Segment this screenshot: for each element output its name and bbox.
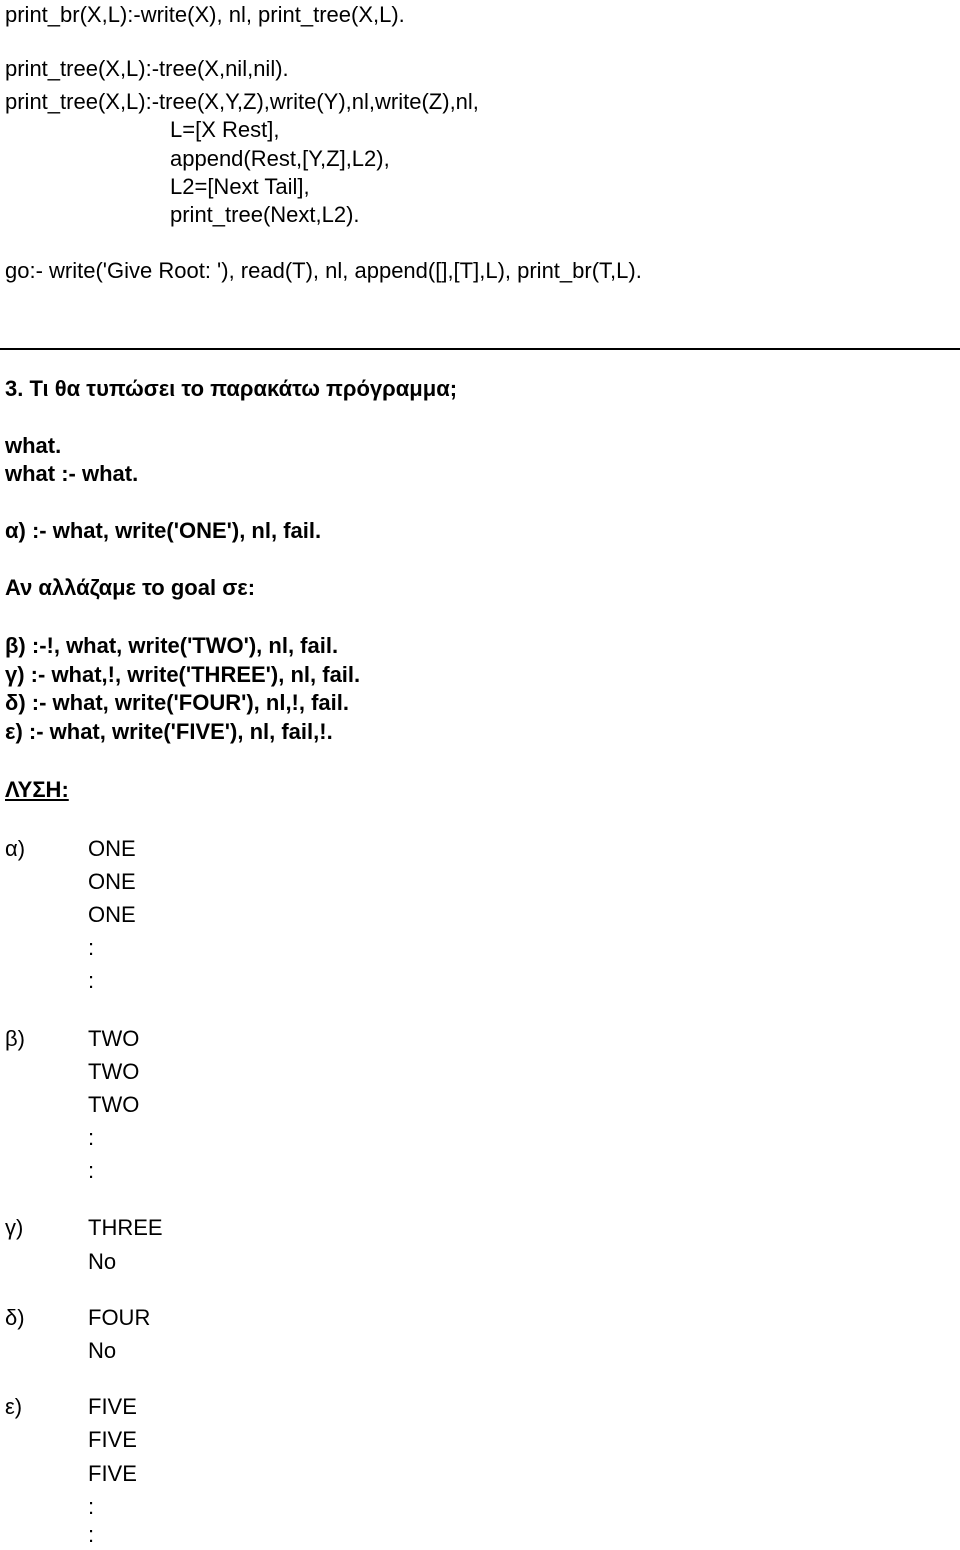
goal-line-c: γ) :- what,!, write('THREE'), nl, fail. — [5, 662, 361, 687]
solution-heading: ΛΥΣΗ: — [5, 777, 69, 802]
program-line-goal-a: α) :- what, write('ONE'), nl, fail. — [5, 518, 322, 543]
answer-line: FOUR — [88, 1305, 151, 1330]
code-line-append: append(Rest,[Y,Z],L2), — [170, 146, 390, 171]
answer-label: ε) — [5, 1394, 23, 1419]
code-line-print-tree-base: print_tree(X,L):-tree(X,nil,nil). — [5, 56, 289, 81]
answer-label: α) — [5, 836, 26, 861]
program-line-fact: what. — [5, 433, 62, 458]
answer-line: : — [88, 1522, 95, 1547]
answer-line: TWO — [88, 1059, 140, 1084]
answer-line: : — [88, 968, 95, 993]
code-line-print-tree-next: print_tree(Next,L2). — [170, 202, 360, 227]
goal-line-e: ε) :- what, write('FIVE'), nl, fail,!. — [5, 719, 333, 744]
answer-line: ONE — [88, 869, 136, 894]
goal-line-b: β) :-!, what, write('TWO'), nl, fail. — [5, 633, 339, 658]
code-line-go: go:- write('Give Root: '), read(T), nl, append([],[T],L), print_br(T,L). — [5, 258, 642, 283]
answer-line: : — [88, 935, 95, 960]
answer-label: β) — [5, 1026, 25, 1051]
code-line-print-tree-rec: print_tree(X,L):-tree(X,Y,Z),write(Y),nl,write(Z),nl, — [5, 89, 479, 114]
section-divider — [0, 348, 960, 350]
code-line-list-split: L=[X Rest], — [170, 117, 280, 142]
answer-line: No — [88, 1249, 117, 1274]
question-title: 3. Τι θα τυπώσει το παρακάτω πρόγραμμα; — [5, 376, 458, 401]
answer-line: ONE — [88, 902, 136, 927]
answer-line: FIVE — [88, 1394, 137, 1419]
program-line-rule: what :- what. — [5, 461, 139, 486]
answer-label: γ) — [5, 1215, 24, 1240]
answer-label: δ) — [5, 1305, 25, 1330]
answer-line: TWO — [88, 1092, 140, 1117]
goal-line-d: δ) :- what, write('FOUR'), nl,!, fail. — [5, 690, 350, 715]
change-prompt: Αν αλλάζαμε το goal σε: — [5, 575, 256, 600]
code-line-next-tail: L2=[Next Tail], — [170, 174, 310, 199]
answer-line: FIVE — [88, 1461, 137, 1486]
answer-line: : — [88, 1158, 95, 1183]
answer-line: ONE — [88, 836, 136, 861]
answer-line: TWO — [88, 1026, 140, 1051]
answer-line: THREE — [88, 1215, 163, 1240]
answer-line: FIVE — [88, 1427, 137, 1452]
answer-line: : — [88, 1125, 95, 1150]
code-line-print-br: print_br(X,L):-write(X), nl, print_tree(X,L). — [5, 2, 405, 27]
answer-line: No — [88, 1338, 117, 1363]
answer-line: : — [88, 1494, 95, 1519]
